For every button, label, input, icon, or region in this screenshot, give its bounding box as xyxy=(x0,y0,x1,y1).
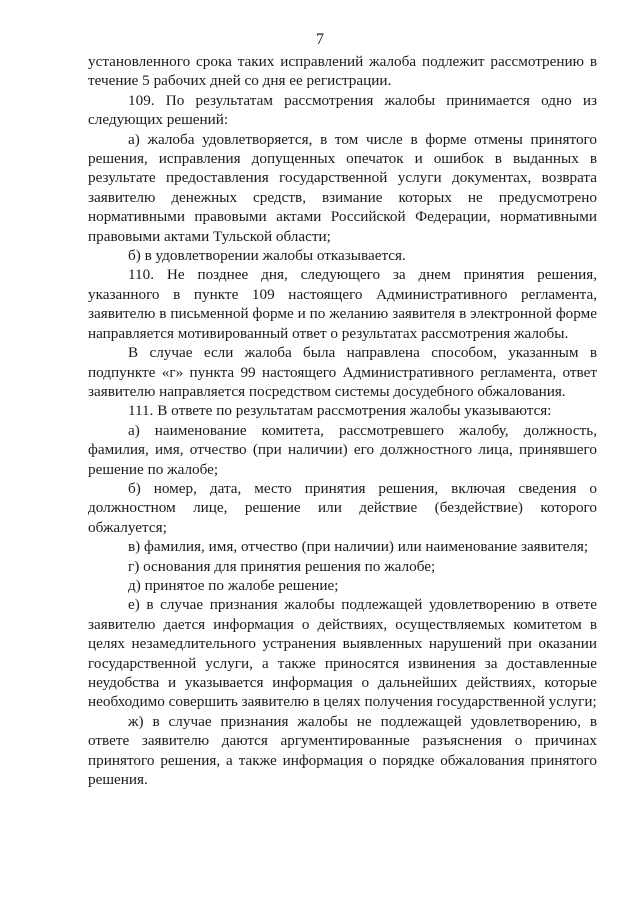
paragraph-111-g: г) основания для принятия решения по жалобе; xyxy=(128,557,436,575)
paragraph-111-e: е) в случае признания жалобы подлежащей удовлетворению в ответе заявителю дается информация о действиях, осуществляемых комитетом в целях незамедлительного устранения выявленных нарушений при оказании государственной услуги, а также приносятся извинения за доставленные неудобства и указывается информация о дальнейших действиях, которые необходимо совершить заявителю в целях получения государственной услуги; xyxy=(88,596,597,711)
paragraph-111-a: а) наименование комитета, рассмотревшего жалобу, должность, фамилия, имя, отчество (при наличии) его должностного лица, принявшего решение по жалобе; xyxy=(88,421,597,478)
paragraph-110: 110. Не позднее дня, следующего за днем принятия решения, указанного в пункте 109 настоящего Административного регламента, заявителю в письменной форме и по желанию заявителя в электронной форме направляется мотивированный ответ о результатах рассмотрения жалобы. xyxy=(88,266,597,342)
document-body xyxy=(88,52,597,789)
page-number: 7 xyxy=(316,31,324,48)
paragraph-110-note: В случае если жалоба была направлена способом, указанным в подпункте «г» пункта 99 настоящего Административного регламента, ответ заявителю направляется посредством системы досудебного обжалования. xyxy=(88,344,597,400)
paragraph-111-d: д) принятое по жалобе решение; xyxy=(128,576,339,594)
paragraph-109-b: б) в удовлетворении жалобы отказывается. xyxy=(128,247,406,265)
paragraph-111-v: в) фамилия, имя, отчество (при наличии) или наименование заявителя; xyxy=(128,538,589,556)
paragraph-111-zh: ж) в случае признания жалобы не подлежащей удовлетворению, в ответе заявителю даются аргументированные разъяснения о причинах принятого решения, а также информация о порядке обжалования принятого решения. xyxy=(88,712,597,789)
paragraph-109: 109. По результатам рассмотрения жалобы принимается одно из следующих решений: xyxy=(88,91,597,129)
paragraph-continuation: установленного срока таких исправлений жалоба подлежит рассмотрению в течение 5 рабочих дней со дня ее регистрации. xyxy=(88,53,597,90)
paragraph-111: 111. В ответе по результатам рассмотрения жалобы указываются: xyxy=(128,402,552,420)
paragraph-111-b: б) номер, дата, место принятия решения, включая сведения о должностном лице, решение или действие (бездействие) которого обжалуется; xyxy=(88,479,597,536)
paragraph-109-a: а) жалоба удовлетворяется, в том числе в форме отмены принятого решения, исправления допущенных опечаток и ошибок в выданных в результате предоставления государственной услуги документах, возврата заявителю денежных средств, взимание которых не предусмотрено нормативными правовыми актами Российской Федерации, нормативными правовыми актами Тульской области; xyxy=(88,130,597,245)
